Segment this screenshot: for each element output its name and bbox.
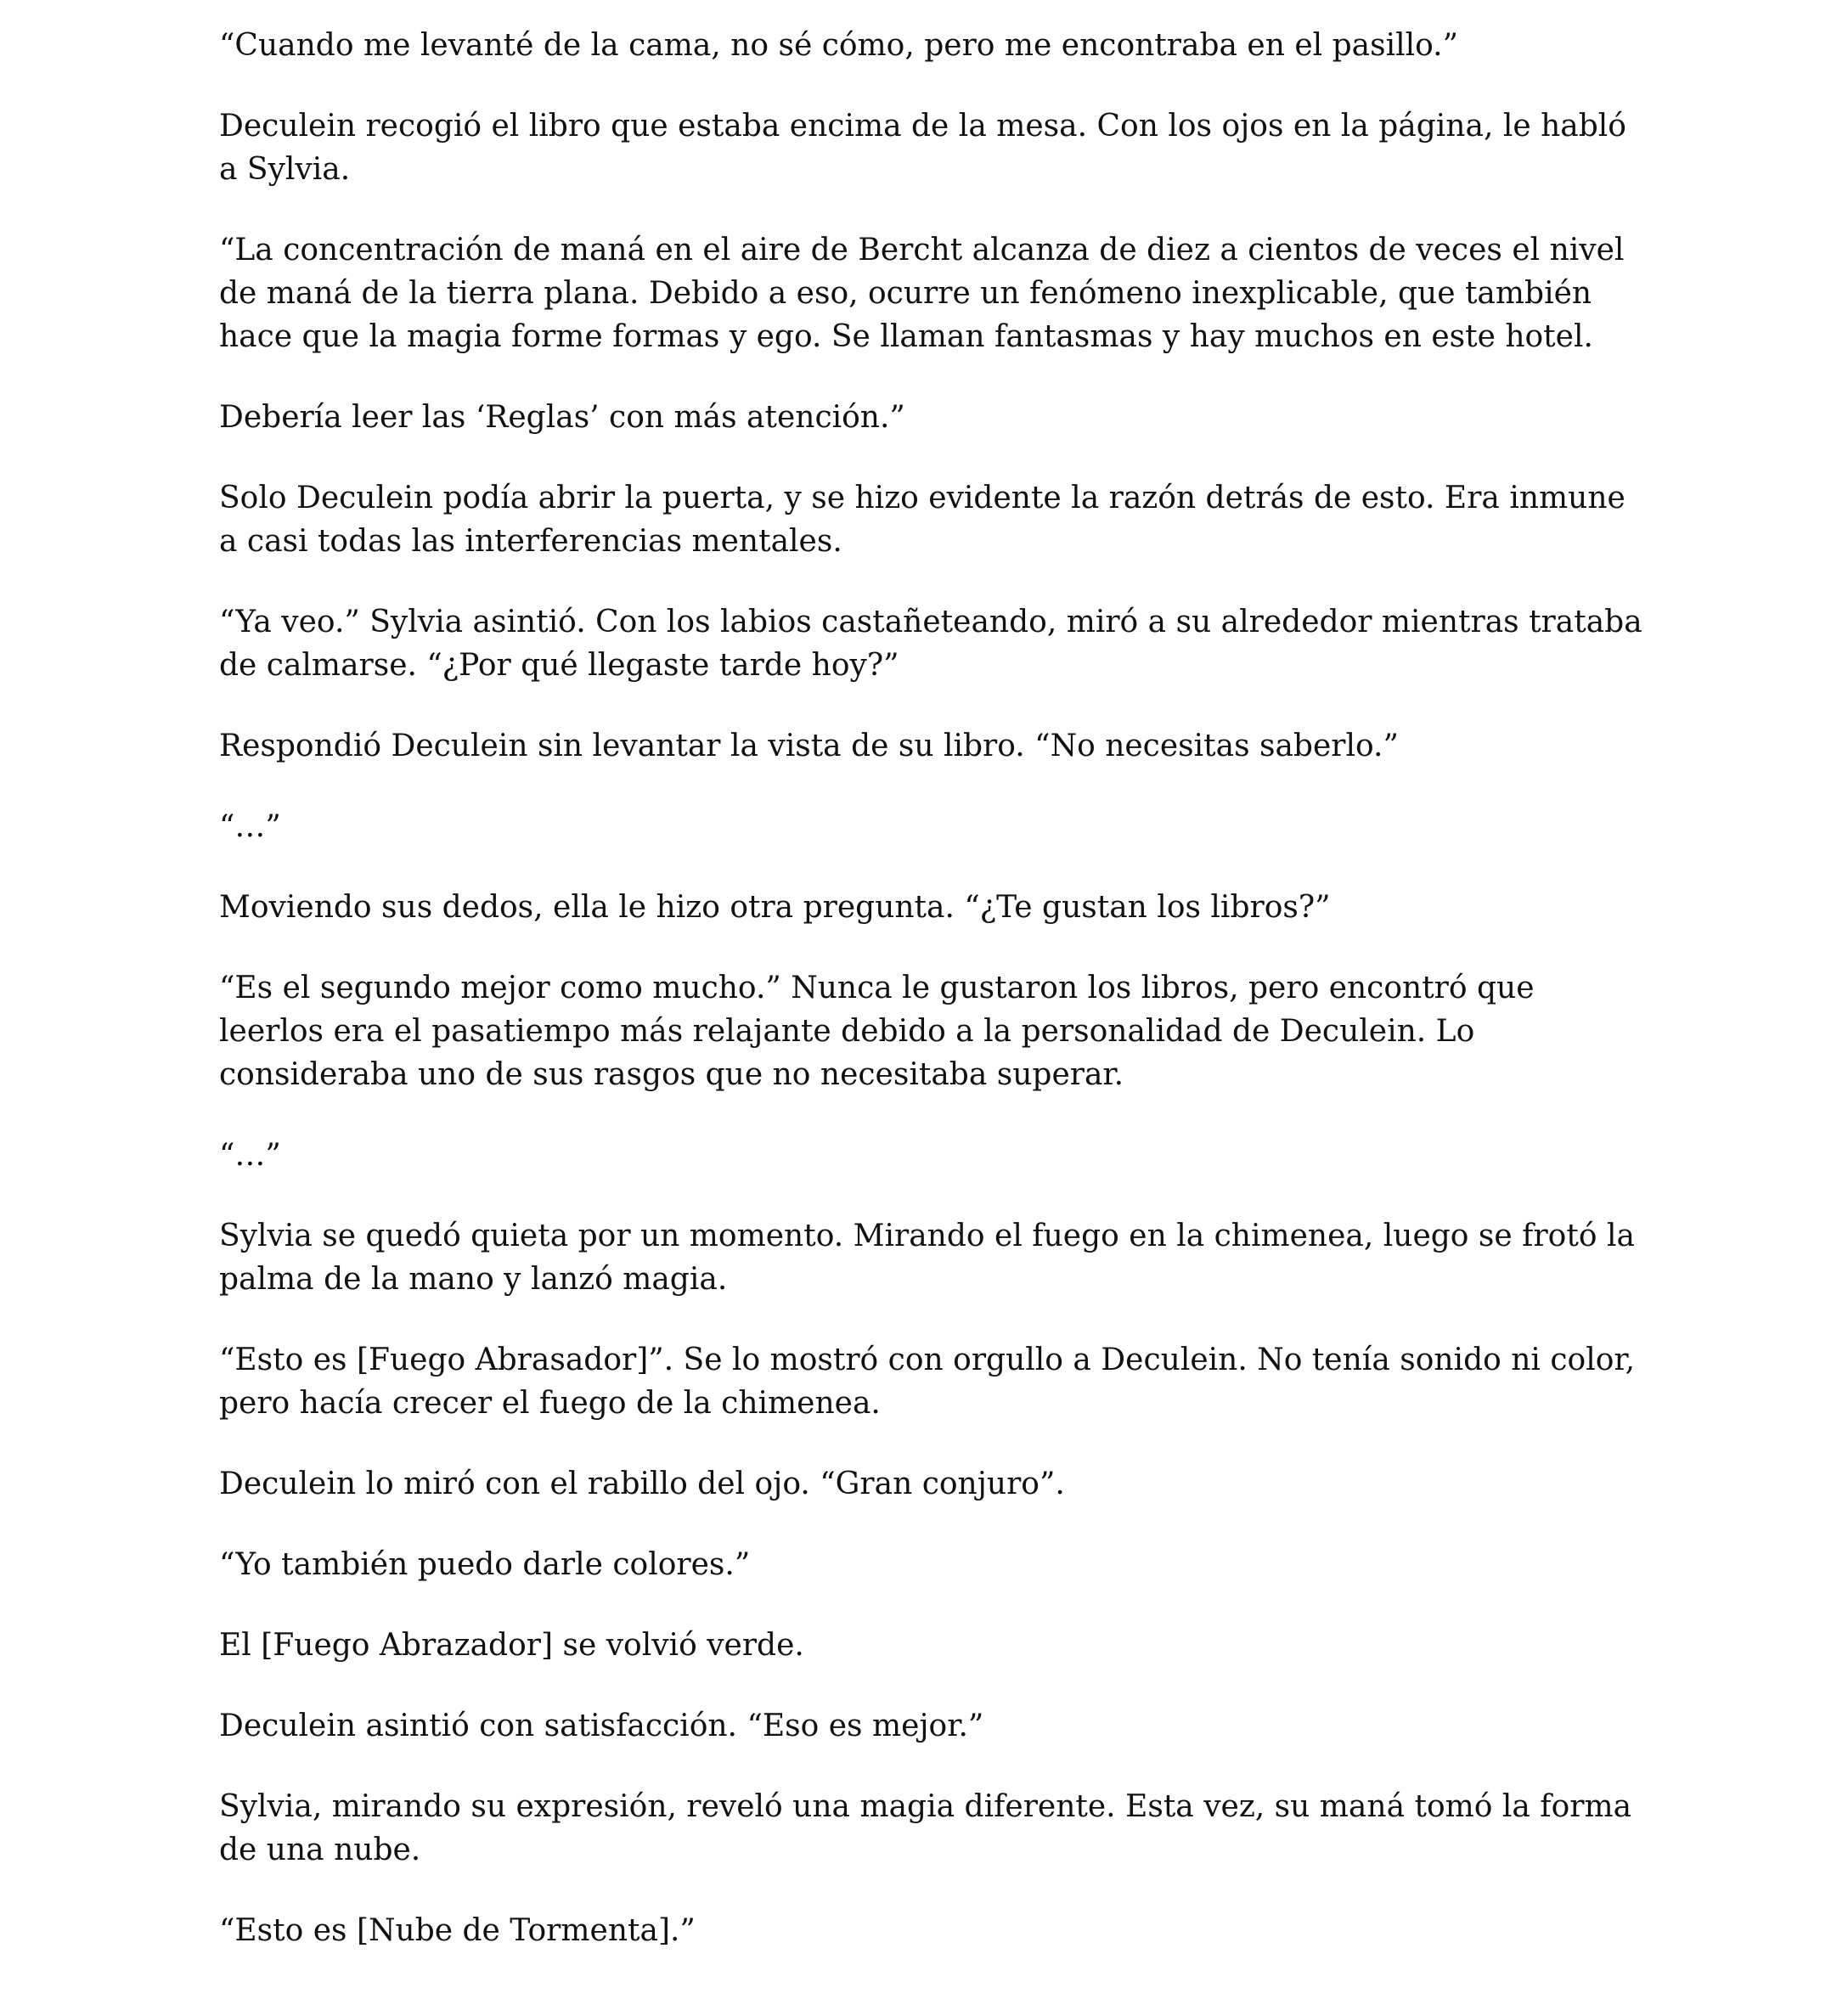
paragraph-9: Moviendo sus dedos, ella le hizo otra pregunta. “¿Te gustan los libros?”	[219, 890, 1331, 925]
document-page	[219, 24, 1646, 1990]
paragraph-14: Deculein lo miró con el rabillo del ojo. “Gran conjuro”.	[219, 1467, 1065, 1501]
paragraph-8: “…”	[219, 809, 281, 844]
paragraph-13: “Esto es [Fuego Abrasador]”. Se lo mostró con orgullo a Deculein. No tenía sonido ni color, pero hacía crecer el fuego de la chimenea.	[219, 1343, 1636, 1421]
paragraph-1: “Cuando me levanté de la cama, no sé cómo, pero me encontraba en el pasillo.”	[219, 28, 1459, 63]
paragraph-12: Sylvia se quedó quieta por un momento. Mirando el fuego en la chimenea, luego se frotó la palma de la mano y lanzó magia.	[219, 1219, 1635, 1297]
paragraph-5: Solo Deculein podía abrir la puerta, y se hizo evidente la razón detrás de esto. Era inmune a casi todas las interferencias mentales.	[219, 481, 1625, 559]
paragraph-15: “Yo también puedo darle colores.”	[219, 1547, 751, 1582]
paragraph-18: Sylvia, mirando su expresión, reveló una magia diferente. Esta vez, su maná tomó la forma de una nube.	[219, 1789, 1632, 1867]
paragraph-3: “La concentración de maná en el aire de Bercht alcanza de diez a cientos de veces el nivel de maná de la tierra plana. Debido a eso, ocurre un fenómeno inexplicable, que también hace que la magia forme formas y ego. Se llaman fantasmas y hay muchos en este hotel.	[219, 233, 1625, 354]
paragraph-11: “…”	[219, 1138, 281, 1173]
paragraph-17: Deculein asintió con satisfacción. “Eso es mejor.”	[219, 1709, 984, 1743]
paragraph-19: “Esto es [Nube de Tormenta].”	[219, 1913, 696, 1948]
paragraph-2: Deculein recogió el libro que estaba encima de la mesa. Con los ojos en la página, le habló a Sylvia.	[219, 109, 1626, 187]
paragraph-16: El [Fuego Abrazador] se volvió verde.	[219, 1628, 804, 1663]
paragraph-6: “Ya veo.” Sylvia asintió. Con los labios castañeteando, miró a su alrededor mientras trataba de calmarse. “¿Por qué llegaste tarde hoy?”	[219, 605, 1642, 683]
paragraph-10: “Es el segundo mejor como mucho.” Nunca le gustaron los libros, pero encontró que leerlos era el pasatiempo más relajante debido a la personalidad de Deculein. Lo consideraba uno de sus rasgos que no necesitaba superar.	[219, 971, 1535, 1092]
paragraph-4: Debería leer las ‘Reglas’ con más atención.”	[219, 400, 905, 435]
paragraph-7: Respondió Deculein sin levantar la vista de su libro. “No necesitas saberlo.”	[219, 729, 1399, 763]
